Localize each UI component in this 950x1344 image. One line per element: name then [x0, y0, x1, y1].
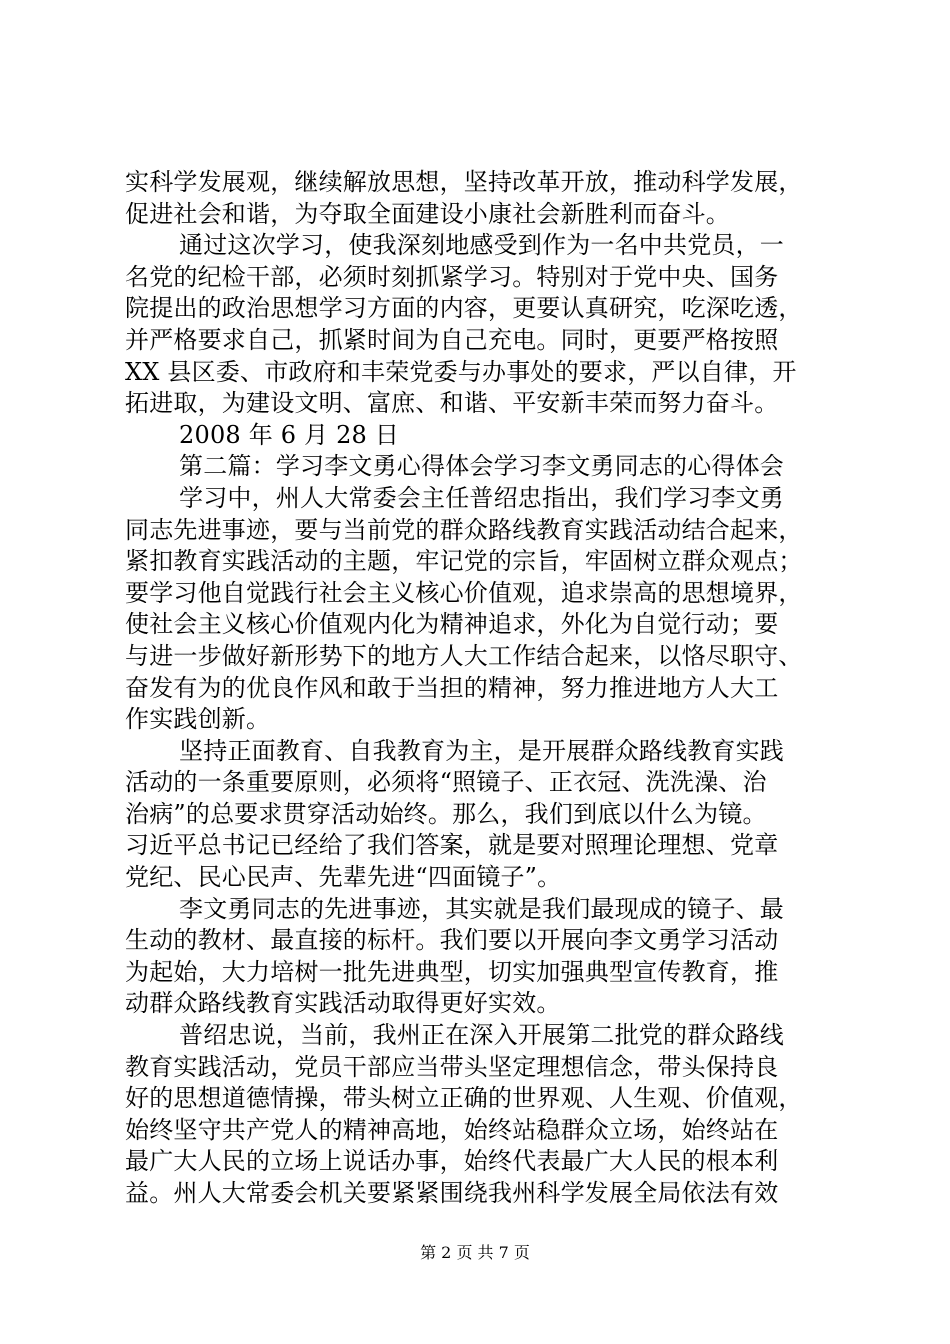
text-line: 奋发有为的优良作风和敢于当担的精神，努力推进地方人大工: [125, 673, 779, 702]
text-line: 益。州人大常委会机关要紧紧围绕我州科学发展全局依法有效: [125, 1179, 779, 1207]
text-line: XX 县区委、市政府和丰荣党委与办事处的要求，严以自律，开: [125, 357, 797, 386]
text-line: 通过这次学习，使我深刻地感受到作为一名中共党员，一: [179, 231, 784, 260]
text-line: 普绍忠说，当前，我州正在深入开展第二批党的群众路线: [179, 1021, 784, 1050]
text-line: 紧扣教育实践活动的主题，牢记党的宗旨，牢固树立群众观点；: [125, 547, 803, 576]
text-line: 治病”的总要求贯穿活动始终。那么，我们到底以什么为镜。: [125, 799, 767, 828]
text-line: 与进一步做好新形势下的地方人大工作结合起来，以恪尽职守、: [125, 641, 803, 670]
text-line: 最广大人民的立场上说话办事，始终代表最广大人民的根本利: [125, 1147, 779, 1176]
text-line: 要学习他自觉践行社会主义核心价值观，追求崇高的思想境界，: [125, 578, 803, 607]
text-line: 拓进取，为建设文明、富庶、和谐、平安新丰荣而努力奋斗。: [125, 389, 779, 418]
text-line: 并严格要求自己，抓紧时间为自己充电。同时，更要严格按照: [125, 325, 779, 354]
text-line: 活动的一条重要原则，必须将“照镜子、正衣冠、洗洗澡、治: [125, 768, 767, 797]
text-line: 好的思想道德情操，带头树立正确的世界观、人生观、价值观，: [125, 1084, 803, 1113]
page-footer: 第 2 页 共 7 页: [420, 1243, 530, 1262]
text-line: 党纪、民心民声、先辈先进“四面镜子”。: [125, 863, 562, 892]
document-body: [125, 167, 830, 1210]
text-line: 李文勇同志的先进事迹，其实就是我们最现成的镜子、最: [179, 894, 784, 923]
text-line: 始终坚守共产党人的精神高地，始终站稳群众立场，始终站在: [125, 1115, 779, 1144]
text-line: 使社会主义核心价值观内化为精神追求，外化为自觉行动；要: [125, 610, 779, 639]
date-line: 2008 年 6 月 28 日: [179, 420, 400, 449]
section-heading: 第二篇：学习李文勇心得体会学习李文勇同志的心得体会: [179, 452, 784, 481]
text-line: 名党的纪检干部，必须时刻抓紧学习。特别对于党中央、国务: [125, 262, 779, 291]
text-line: 促进社会和谐，为夺取全面建设小康社会新胜利而奋斗。: [125, 199, 730, 228]
text-line: 为起始，大力培树一批先进典型，切实加强典型宣传教育，推: [125, 957, 779, 986]
text-line: 实科学发展观，继续解放思想，坚持改革开放，推动科学发展，: [125, 168, 803, 196]
text-line: 坚持正面教育、自我教育为主，是开展群众路线教育实践: [179, 736, 784, 765]
text-line: 习近平总书记已经给了我们答案，就是要对照理论理想、党章: [125, 831, 779, 860]
text-line: 教育实践活动，党员干部应当带头坚定理想信念，带头保持良: [125, 1052, 779, 1081]
text-line: 作实践创新。: [125, 705, 271, 734]
text-line: 学习中，州人大常委会主任普绍忠指出，我们学习李文勇: [179, 483, 784, 512]
text-line: 同志先进事迹，要与当前党的群众路线教育实践活动结合起来，: [125, 515, 803, 544]
text-line: 动群众路线教育实践活动取得更好实效。: [125, 989, 561, 1018]
text-line: 生动的教材、最直接的标杆。我们要以开展向李文勇学习活动: [125, 926, 779, 955]
text-line: 院提出的政治思想学习方面的内容，更要认真研究，吃深吃透，: [125, 294, 803, 323]
